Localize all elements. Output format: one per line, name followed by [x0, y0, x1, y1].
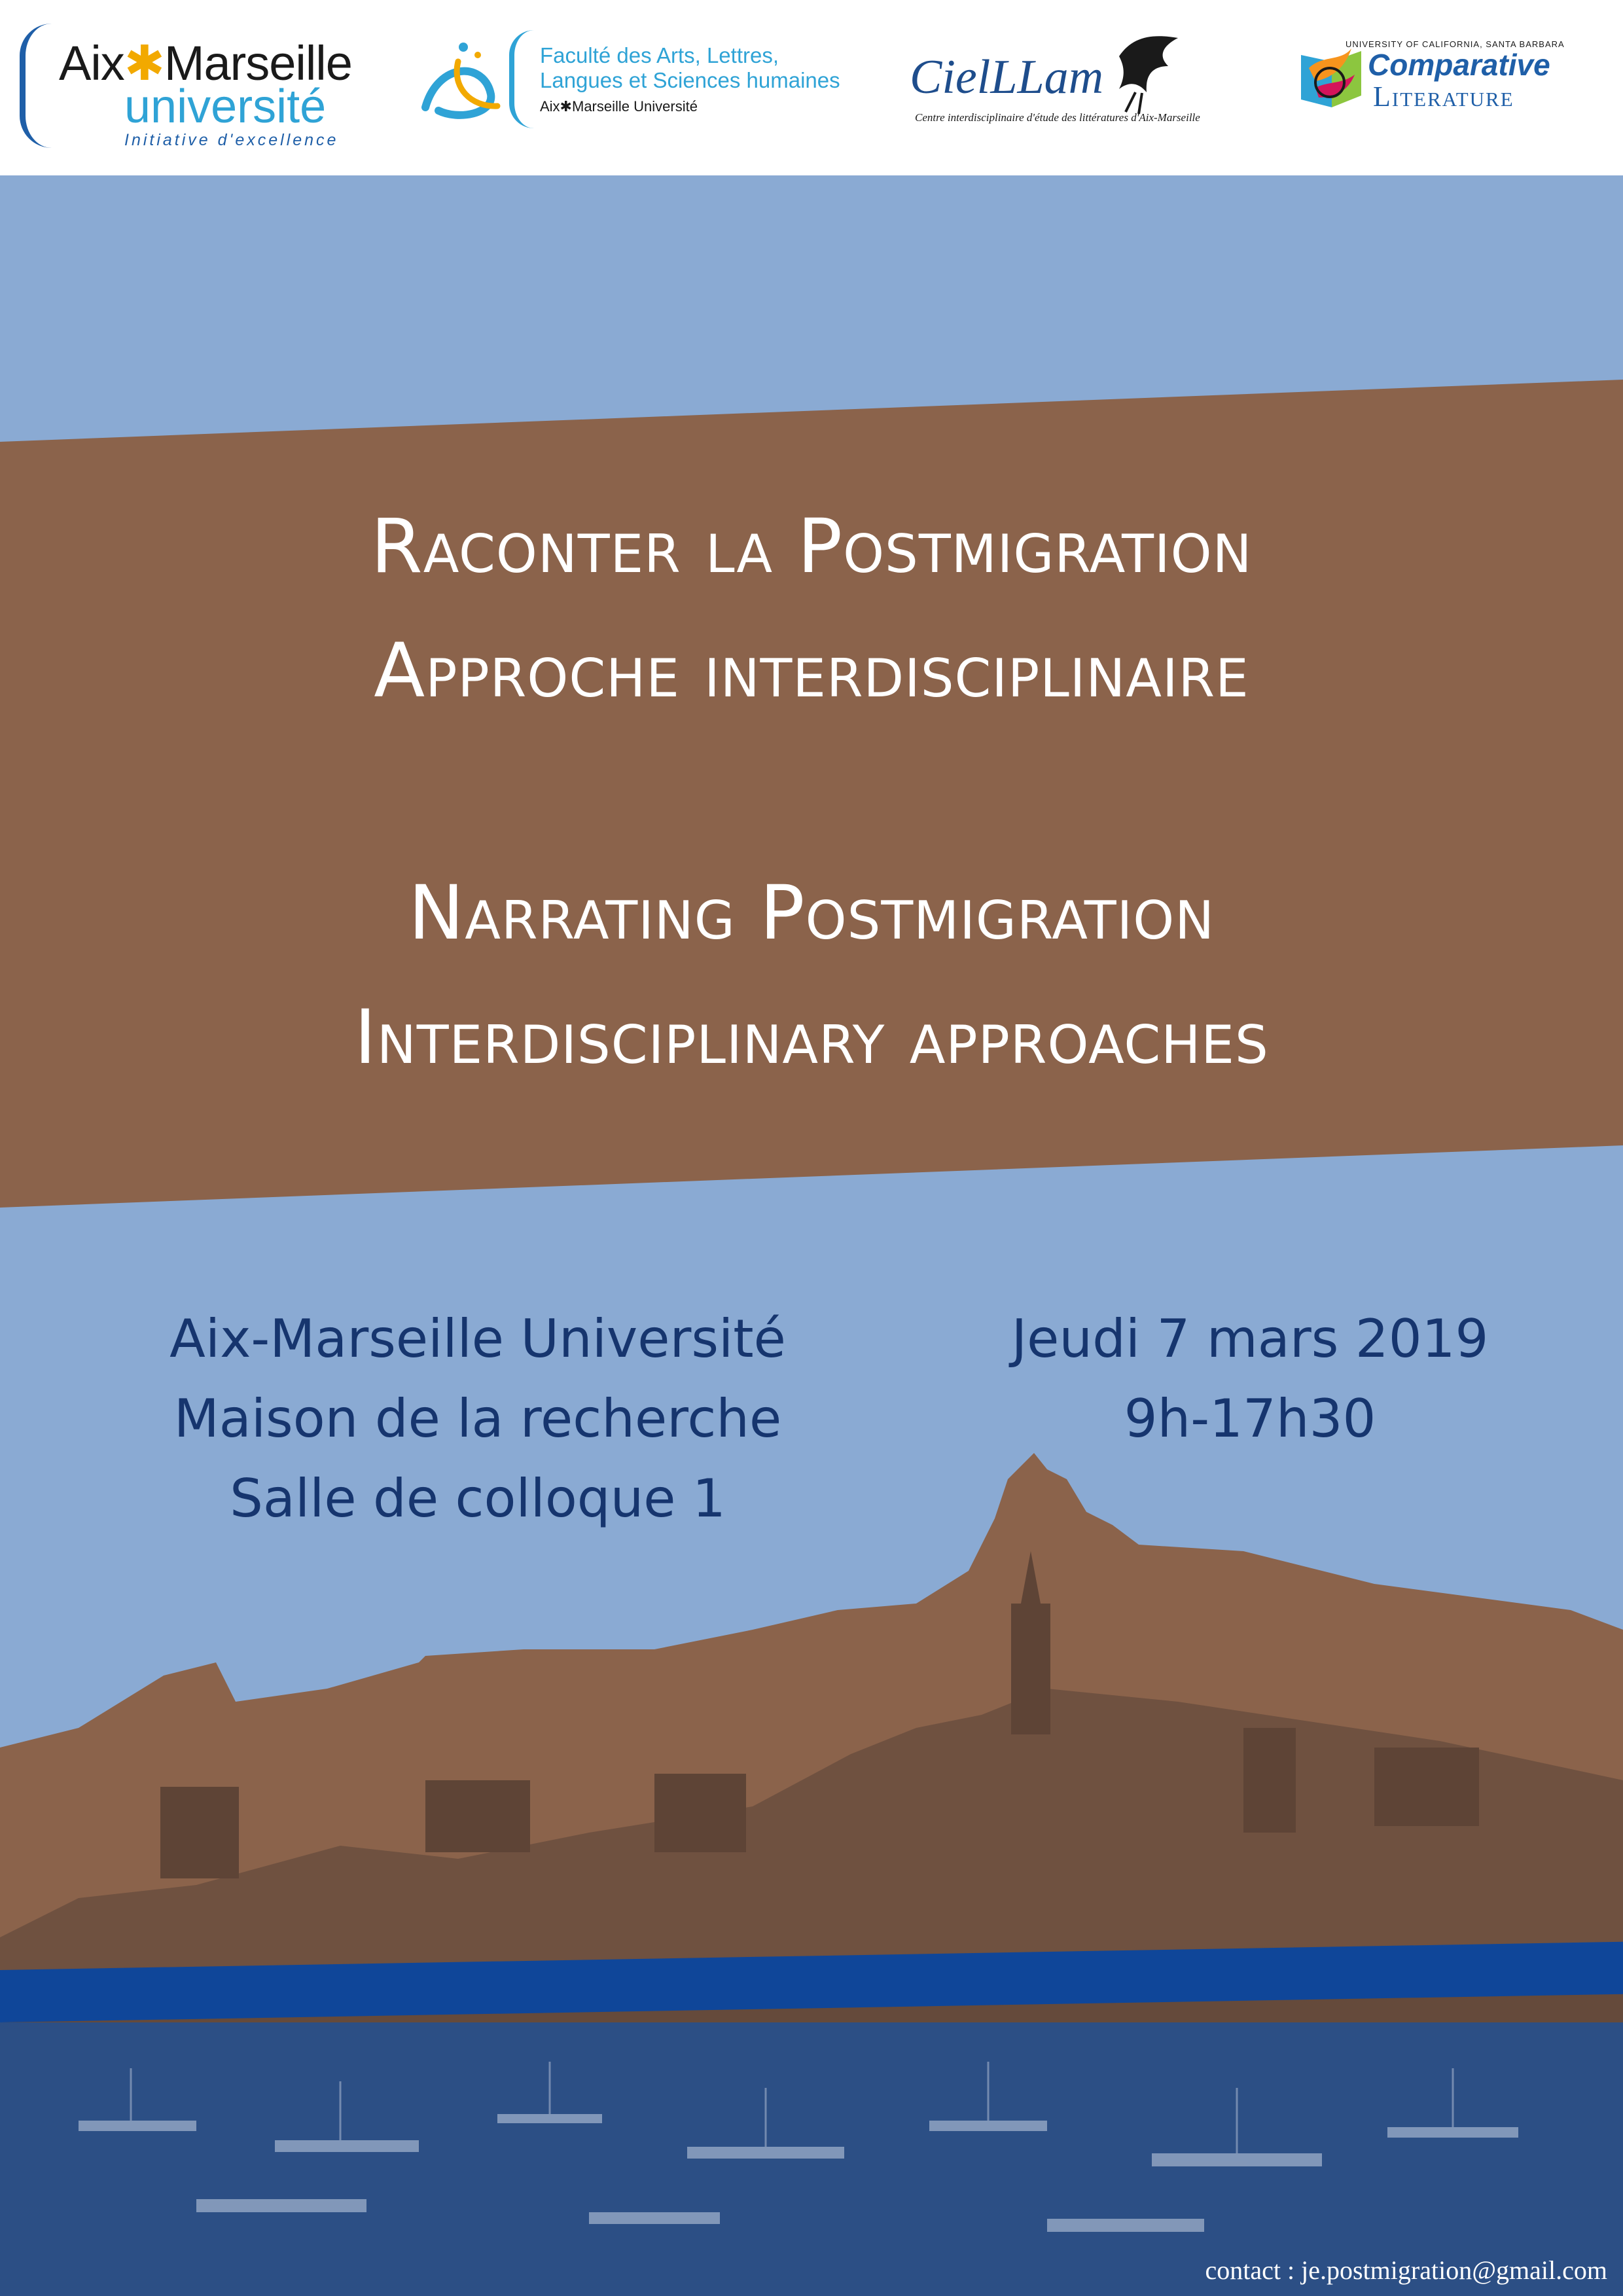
title-french-line2: Approche interdisciplinaire — [374, 627, 1249, 714]
title-english-line1: Narrating Postmigration — [408, 869, 1215, 956]
marseille-skyline-illustration — [0, 1440, 1623, 2296]
date-block — [936, 1299, 1564, 1459]
ucsb-university-name: UNIVERSITY OF CALIFORNIA, SANTA BARBARA — [1346, 39, 1565, 49]
title-french-line1: Raconter la Postmigration — [370, 503, 1253, 590]
event-time: 9h-17h30 — [1124, 1388, 1376, 1449]
venue-line1: Aix-Marseille Université — [169, 1308, 786, 1369]
cielam-wordmark: CielLLam — [910, 50, 1104, 104]
amu-logo-tagline: Initiative d'excellence — [124, 131, 339, 149]
contact-email: contact : je.postmigration@gmail.com — [1205, 2255, 1607, 2285]
cielam-subtitle: Centre interdisciplinaire d'étude des littératures d'Aix-Marseille — [915, 111, 1200, 124]
faculte-name-line1: Faculté des Arts, Lettres, — [540, 43, 779, 67]
venue-line3: Salle de colloque 1 — [230, 1468, 726, 1529]
venue-block — [85, 1299, 870, 1539]
title-block — [0, 484, 1623, 1100]
faculte-subtitle: Aix✱Marseille Université — [540, 98, 698, 115]
venue-line2: Maison de la recherche — [173, 1388, 782, 1449]
amu-logo-universite: université — [124, 81, 327, 133]
amu-star-icon: ✱ — [124, 36, 164, 90]
event-date: Jeudi 7 mars 2019 — [1011, 1308, 1489, 1369]
title-english-line2: Interdisciplinary approaches — [354, 994, 1269, 1081]
ucsb-comparative: Comparative — [1368, 48, 1550, 82]
ucsb-literature: Literature — [1373, 81, 1514, 113]
faculte-name-line2: Langues et Sciences humaines — [540, 68, 840, 92]
amu-logo-name: Aix✱Marseille — [59, 36, 352, 90]
